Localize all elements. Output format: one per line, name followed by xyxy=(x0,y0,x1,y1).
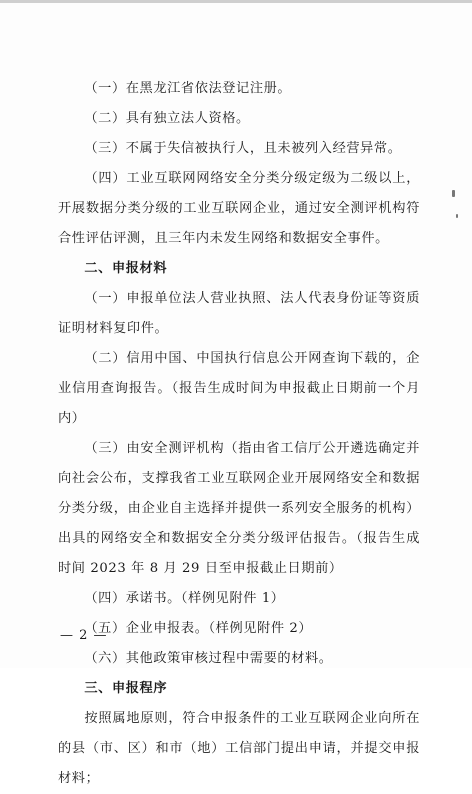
section-heading-materials: 二、申报材料 xyxy=(84,261,168,276)
scan-speck-mark xyxy=(456,214,458,218)
material-item-5: （五）企业申报表。（样例见附件 2） xyxy=(84,621,313,636)
condition-item-2: （二）具有独立法人资格。 xyxy=(84,111,250,126)
condition-item-4: （四）工业互联网网络安全分类分级定级为二级以上，开展数据分类分级的工业互联网企业，通过安全测评机构符合性评估评测，且三年内未发生网络和数据安全事件。 xyxy=(58,171,420,246)
material-item-4: （四）承诺书。（样例见附件 1） xyxy=(84,591,285,606)
material-item-3: （三）由安全测评机构（指由省工信厅公开遴选确定并向社会公布，支撑我省工业互联网企业开展网络安全和数据分类分级，由企业自主选择并提供一系列安全服务的机构）出具的网络安全和数据安全分类分级评估报告。（报告生成时间 2023 年 8 月 29 日至申报截止日期前） xyxy=(58,441,420,576)
scan-top-edge xyxy=(0,0,472,3)
condition-item-1: （一）在黑龙江省依法登记注册。 xyxy=(84,81,292,96)
condition-item-3: （三）不属于失信被执行人，且未被列入经营异常。 xyxy=(84,141,402,156)
page-number: — 2 — xyxy=(60,628,108,643)
material-item-2: （二）信用中国、中国执行信息公开网查询下载的，企业信用查询报告。（报告生成时间为申报截止日期前一个月内） xyxy=(58,351,420,426)
scan-speck-mark xyxy=(452,190,455,197)
material-item-6: （六）其他政策审核过程中需要的材料。 xyxy=(84,651,333,666)
section-heading-procedure: 三、申报程序 xyxy=(84,681,168,696)
material-item-1: （一）申报单位法人营业执照、法人代表身份证等资质证明材料复印件。 xyxy=(58,291,420,336)
procedure-paragraph: 按照属地原则，符合申报条件的工业互联网企业向所在的县（市、区）和市（地）工信部门提出申请，并提交申报材料； xyxy=(58,711,420,786)
